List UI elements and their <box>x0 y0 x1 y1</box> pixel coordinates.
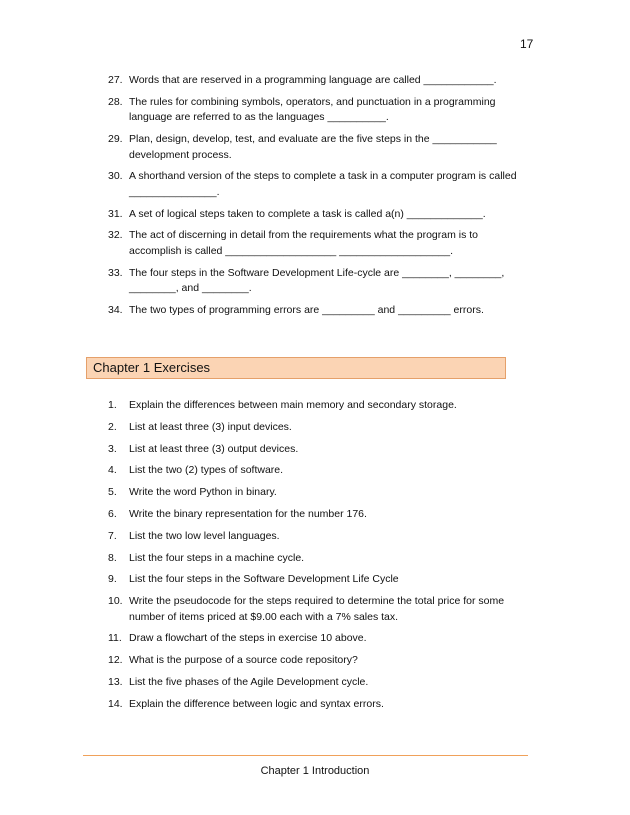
review-question-list <box>108 73 518 325</box>
list-item <box>108 228 518 259</box>
item-text: Explain the difference between logic and syntax errors. <box>129 697 384 710</box>
list-item <box>108 697 518 713</box>
item-text: The rules for combining symbols, operators, and punctuation in a programming language are referred to as the languages __________. <box>129 95 496 124</box>
list-item <box>108 551 518 567</box>
item-number: 6. <box>108 507 117 520</box>
item-number: 32. <box>108 229 123 242</box>
item-number: 30. <box>108 170 123 183</box>
item-text: List the two (2) types of software. <box>129 464 284 477</box>
list-item <box>108 420 518 436</box>
item-text: Write the binary representation for the number 176. <box>129 507 367 520</box>
item-number: 10. <box>108 595 123 608</box>
item-text: What is the purpose of a source code repository? <box>129 654 358 667</box>
list-item <box>108 653 518 669</box>
item-number: 1. <box>108 399 117 411</box>
list-item <box>108 169 518 200</box>
item-text: The four steps in the Software Development Life-cycle are ________, ________, ________, and ________. <box>129 266 505 295</box>
footer-divider <box>83 755 528 756</box>
item-text: List the two low level languages. <box>129 529 280 542</box>
item-text: Words that are reserved in a programming language are called ____________. <box>129 74 497 86</box>
item-number: 31. <box>108 207 123 220</box>
item-text: Write the pseudocode for the steps required to determine the total price for some number of items priced at $9.00 each with a 7% sales tax. <box>129 595 505 623</box>
item-number: 5. <box>108 486 117 499</box>
item-text: Draw a flowchart of the steps in exercise 10 above. <box>129 632 367 645</box>
item-text: List the four steps in a machine cycle. <box>129 551 305 564</box>
item-number: 7. <box>108 529 117 542</box>
exercise-list <box>108 398 518 719</box>
item-number: 13. <box>108 676 123 689</box>
item-number: 29. <box>108 133 123 146</box>
list-item <box>108 572 518 588</box>
list-item <box>108 207 518 223</box>
list-item <box>108 463 518 479</box>
list-item <box>108 507 518 523</box>
list-item <box>108 132 518 163</box>
list-item <box>108 266 518 297</box>
item-number: 14. <box>108 697 123 710</box>
item-number: 4. <box>108 464 117 477</box>
list-item <box>108 675 518 691</box>
list-item <box>108 529 518 545</box>
list-item <box>108 73 518 89</box>
item-number: 12. <box>108 654 123 667</box>
list-item <box>108 485 518 501</box>
page-footer: Chapter 1 Introduction <box>260 765 370 777</box>
item-text: A set of logical steps taken to complete a task is called a(n) _____________. <box>129 207 486 220</box>
item-text: Write the word Python in binary. <box>129 486 277 499</box>
list-item <box>108 303 518 319</box>
list-item <box>108 631 518 647</box>
list-item <box>108 442 518 458</box>
item-number: 27. <box>108 74 123 86</box>
item-number: 9. <box>108 573 117 586</box>
item-text: List the five phases of the Agile Development cycle. <box>129 676 369 689</box>
page-number: 17 <box>520 37 534 51</box>
item-text: List at least three (3) input devices. <box>129 420 292 433</box>
item-text: The act of discerning in detail from the requirements what the program is to accomplish is called ___________________ ___________________. <box>129 229 479 257</box>
item-text: Explain the differences between main memory and secondary storage. <box>129 399 457 411</box>
item-number: 34. <box>108 304 123 317</box>
item-text: List the four steps in the Software Development Life Cycle <box>129 573 399 586</box>
item-text: List at least three (3) output devices. <box>129 442 299 455</box>
item-number: 28. <box>108 95 123 108</box>
list-item <box>108 594 518 625</box>
list-item <box>108 95 518 126</box>
item-number: 11. <box>108 632 122 645</box>
item-number: 8. <box>108 551 117 564</box>
item-text: The two types of programming errors are _________ and _________ errors. <box>129 304 484 317</box>
item-text: Plan, design, develop, test, and evaluate are the five steps in the ___________ development process. <box>129 133 497 161</box>
list-item <box>108 398 518 414</box>
item-number: 3. <box>108 442 117 455</box>
item-number: 33. <box>108 266 123 279</box>
item-text: A shorthand version of the steps to complete a task in a computer program is called _______________. <box>129 170 517 198</box>
section-heading: Chapter 1 Exercises <box>86 357 506 379</box>
item-number: 2. <box>108 420 117 433</box>
